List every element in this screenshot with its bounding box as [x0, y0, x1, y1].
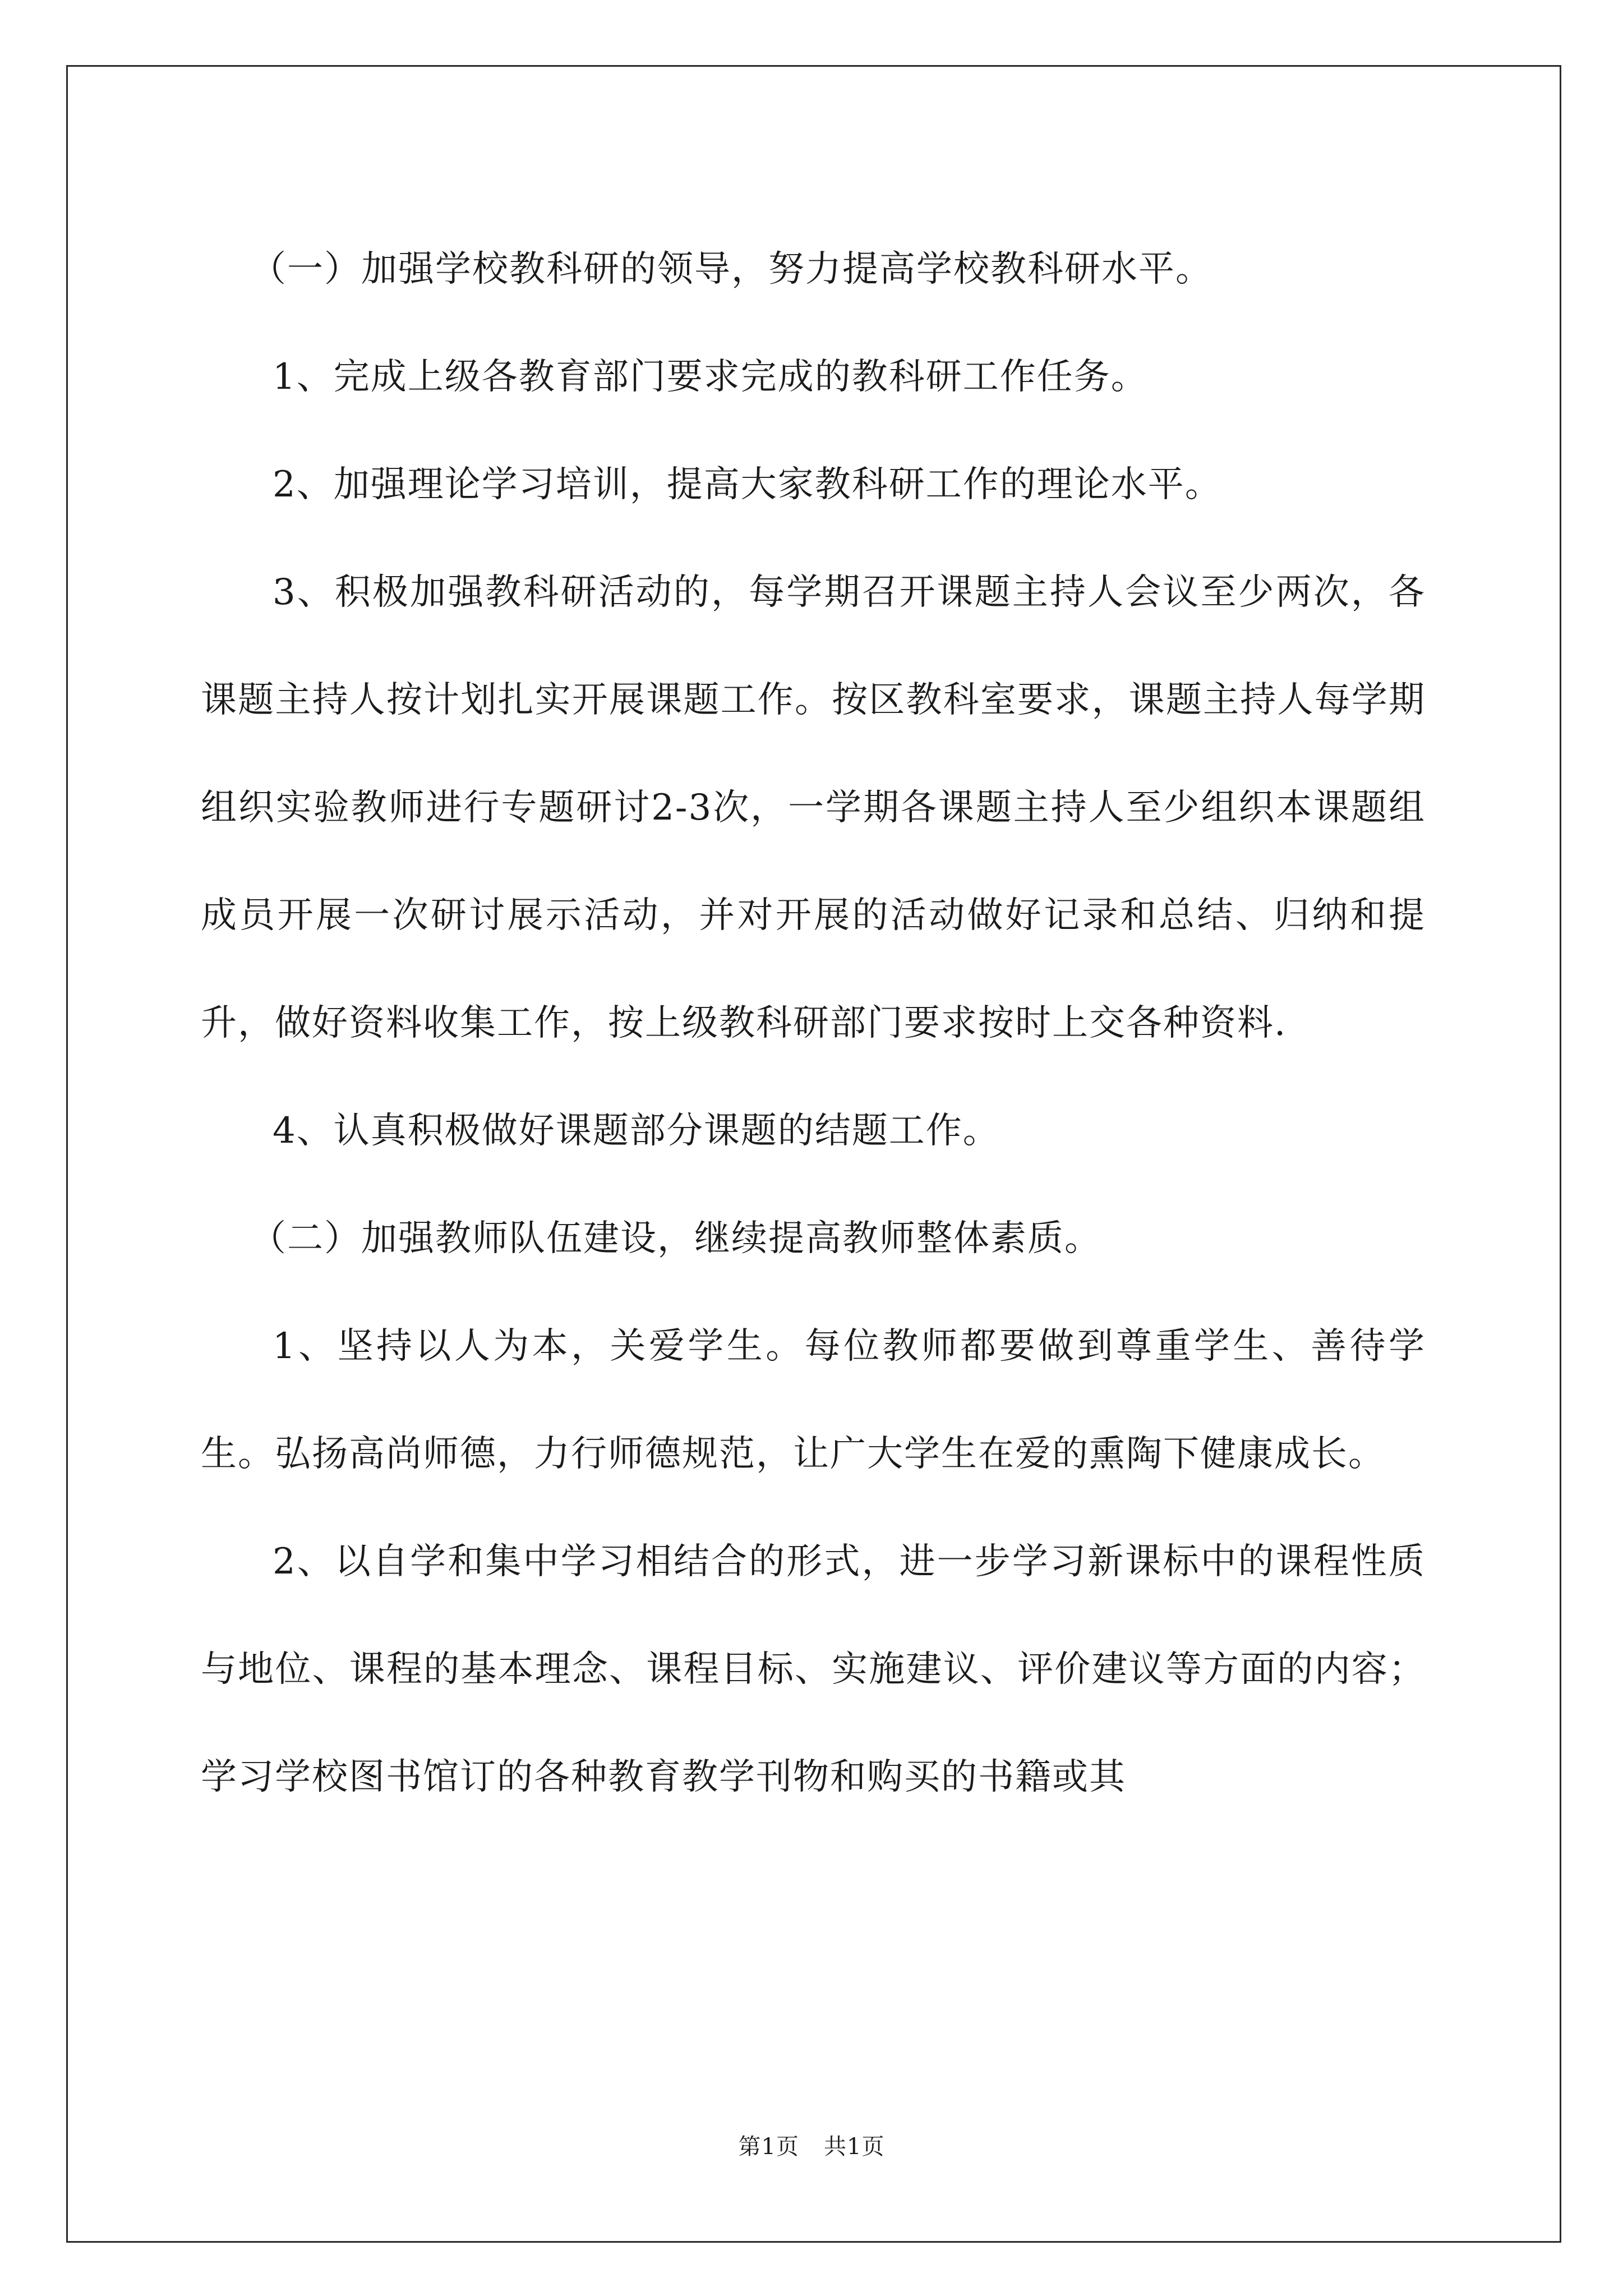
paragraph: 2、加强理论学习培训，提高大家教科研工作的理论水平。 [273, 464, 1222, 505]
paragraph: 1、坚持以人为本，关爱学生。每位教师都要做到尊重学生、善待学生。弘扬高尚师德，力行师德规范，让广大学生在爱的熏陶下健康成长。 [201, 1326, 1426, 1475]
paragraph: 2、以自学和集中学习相结合的形式，进一步学习新课标中的课程性质与地位、课程的基本理念、课程目标、实施建议、评价建议等方面的内容；学习学校图书馆订的各种教育教学刊物和购买的书籍或其 [201, 1541, 1426, 1798]
document-body [201, 215, 1426, 1831]
section-heading-1: （一）加强学校教科研的领导，努力提高学校教科研水平。 [250, 249, 1212, 290]
section-heading-2: （二）加强教师队伍建设，继续提高教师整体素质。 [250, 1218, 1101, 1259]
paragraph: 1、完成上级各教育部门要求完成的教科研工作任务。 [273, 356, 1148, 398]
paragraph: 4、认真积极做好课题部分课题的结题工作。 [273, 1110, 1000, 1152]
paragraph: 3、积极加强教科研活动的，每学期召开课题主持人会议至少两次，各课题主持人按计划扎实开展课题工作。按区教科室要求，课题主持人每学期组织实验教师进行专题研讨2-3次，一学期各课题主持人至少组织本课题组成员开展一次研讨展示活动，并对开展的活动做好记录和总结、归纳和提升，做好资料收集工作，按上级教科研部门要求按时上交各种资料. [201, 572, 1426, 1044]
page-total: 共1页 [824, 2134, 885, 2160]
page-number: 第1页 [738, 2134, 799, 2160]
page-footer [0, 2133, 1623, 2161]
